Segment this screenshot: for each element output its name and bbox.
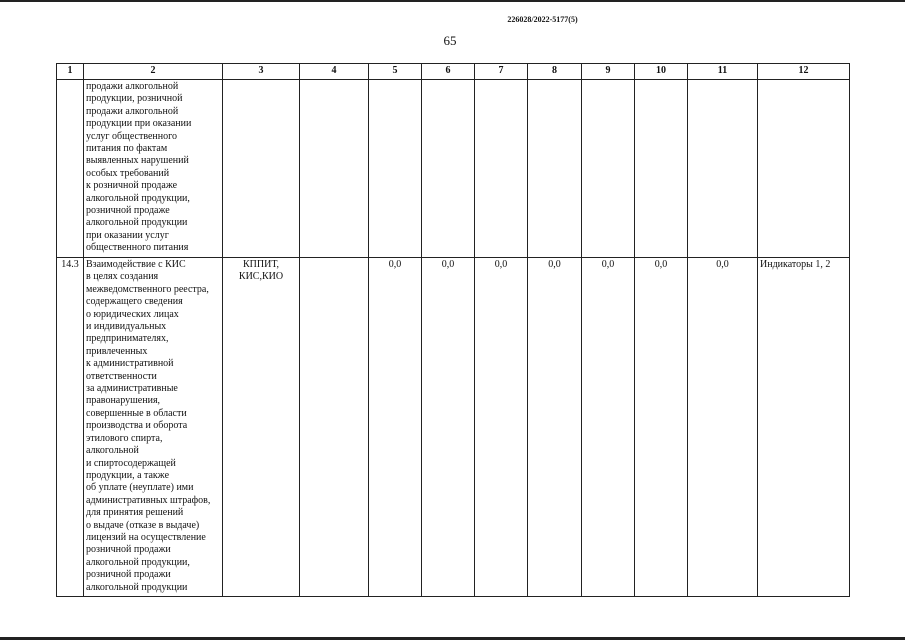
column-header: 7 — [475, 64, 528, 80]
row-indicators — [758, 80, 850, 258]
row-col4 — [300, 80, 369, 258]
row-value — [528, 80, 582, 258]
row-description: продажи алкогольной продукции, розничной продажи алкогольной продукции при оказании услуг общественного питания по фактам выявленных нарушений особых требований к розничной продаже алкогольной продукции, розничной продаже алкогольной продукции при оказании услуг общественного питания — [84, 80, 223, 258]
table-row — [57, 80, 850, 258]
row-col4 — [300, 258, 369, 597]
row-value: 0,0 — [635, 258, 688, 597]
row-description: Взаимодействие с КИС в целях создания межведомственного реестра, содержащего сведения о юридических лицах и индивидуальных предпринимателях, привлеченных к административной ответственности за административные правонарушения, совершенные в области производства и оборота этилового спирта, алкогольной и спиртосодержащей продукции, а также об уплате (неуплате) ими административных штрафов, для принятия решений о выдаче (отказе в выдаче) лицензий на осуществление розничной продажи алкогольной продукции, розничной продажи алкогольной продукции — [84, 258, 223, 597]
column-header: 8 — [528, 64, 582, 80]
row-executor: КППИТ, КИС,КИО — [223, 258, 300, 597]
row-value — [422, 80, 475, 258]
row-number — [57, 80, 84, 258]
document-id: 226028/2022-5177(5) — [507, 15, 578, 24]
column-header: 12 — [758, 64, 850, 80]
column-header: 6 — [422, 64, 475, 80]
row-executor — [223, 80, 300, 258]
column-header: 4 — [300, 64, 369, 80]
row-value: 0,0 — [369, 258, 422, 597]
row-value: 0,0 — [475, 258, 528, 597]
row-value — [369, 80, 422, 258]
program-table — [56, 63, 850, 597]
table-header-row — [57, 64, 850, 80]
row-value: 0,0 — [688, 258, 758, 597]
column-header: 10 — [635, 64, 688, 80]
row-value — [475, 80, 528, 258]
row-value: 0,0 — [422, 258, 475, 597]
row-number: 14.3 — [57, 258, 84, 597]
row-value — [582, 80, 635, 258]
row-value — [635, 80, 688, 258]
column-header: 9 — [582, 64, 635, 80]
row-value: 0,0 — [528, 258, 582, 597]
column-header: 11 — [688, 64, 758, 80]
row-value: 0,0 — [582, 258, 635, 597]
row-value — [688, 80, 758, 258]
page-number: 65 — [443, 33, 457, 48]
top-edge-line — [0, 0, 905, 2]
column-header: 1 — [57, 64, 84, 80]
table-row — [57, 258, 850, 597]
row-indicators: Индикаторы 1, 2 — [758, 258, 850, 597]
column-header: 3 — [223, 64, 300, 80]
column-header: 5 — [369, 64, 422, 80]
column-header: 2 — [84, 64, 223, 80]
